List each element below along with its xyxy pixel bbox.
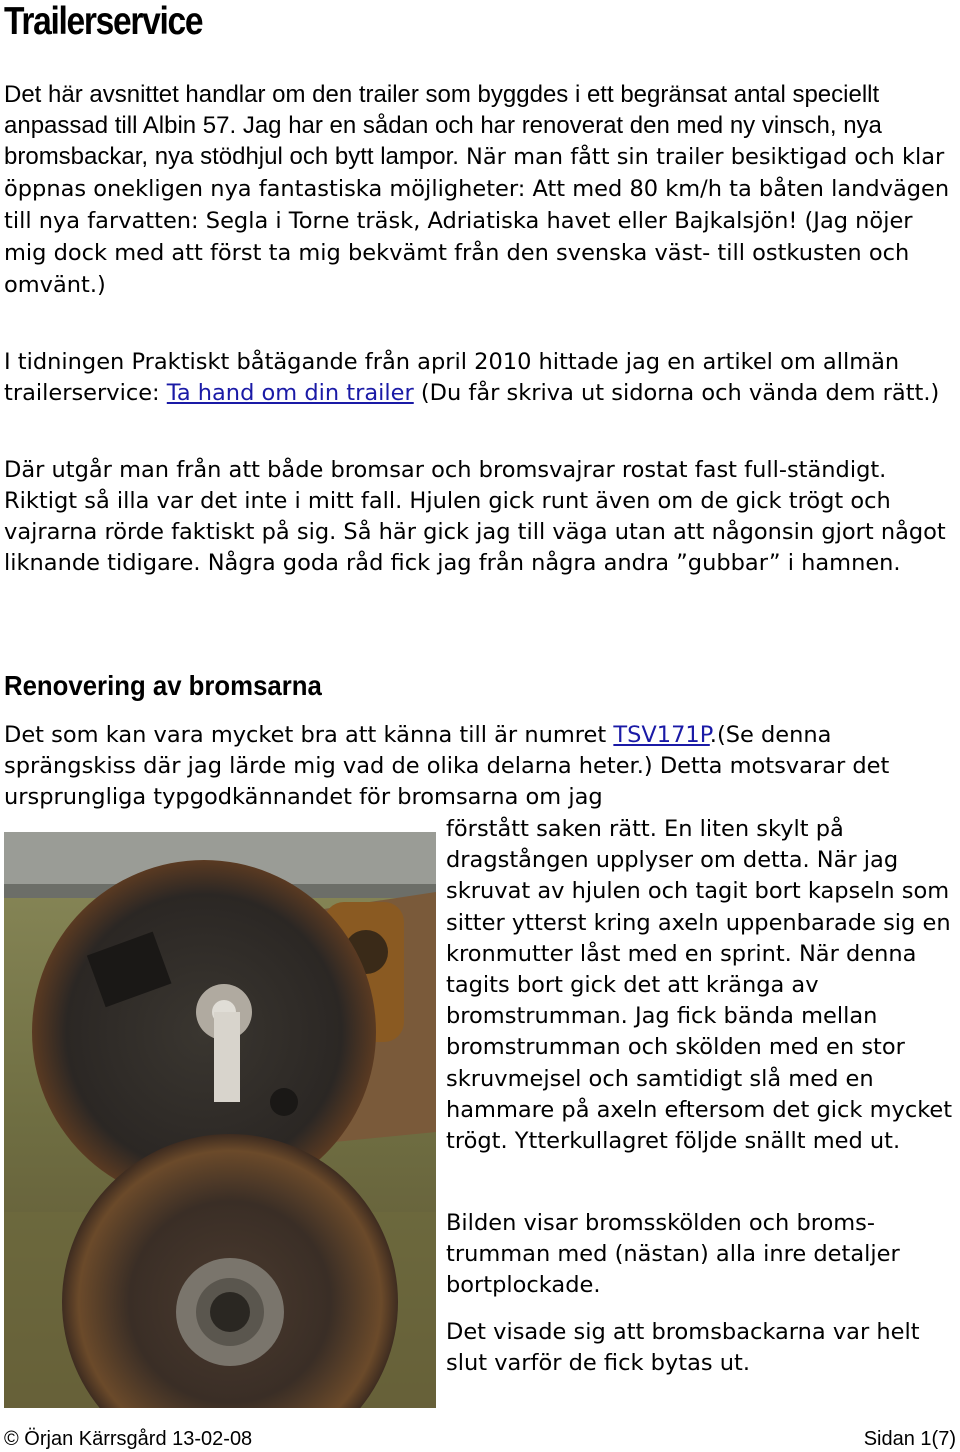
condition-paragraph: Där utgår man från att både bromsar och bromsvajrar rostat fast full-ständigt. Riktigt så illa var det inte i mitt fall. Hjulen gick runt även om de gick trögt och vajrarna rörde faktiskt på sig. Så här gick jag till väga utan att någonsin gjort något liknande tidigare. Några goda råd fick jag från några andra ”gubbar” i hamnen. bbox=[4, 457, 946, 576]
brakes-paragraph bbox=[4, 720, 956, 813]
photo-caption-paragraph: Bilden visar bromsskölden och broms-trumman med (nästan) alla inre detaljer bortplockade. bbox=[446, 1210, 900, 1299]
article-text-before: I tidningen Praktiskt båtägande från april 2010 hittade jag en artikel om allmän trailerservice: bbox=[4, 349, 900, 406]
article-link[interactable]: Ta hand om din trailer bbox=[166, 380, 414, 406]
intro-text-part2: När man fått sin trailer besiktigad och klar öppnas onekligen nya fantastiska möjligheter: Att med 80 km/h ta båten landvägen till nya farvatten: Segla i Torne träsk, Adriatiska havet eller Bajkalsjön! (Jag nöjer mig dock med att först ta mig bekvämt från den svenska väst- till ostkusten och omvänt.) bbox=[4, 144, 950, 298]
intro-text-part1: Det här avsnittet handlar om den trailer som byggdes i ett begränsat antal speciellt anpassad till Albin 57. Jag har en sådan och har renoverat den med ny vinsch, nya bromsbackar, nya stödhjul och bytt lampor. bbox=[4, 81, 882, 170]
brake-drum-photo bbox=[4, 832, 436, 1408]
brake-drum-photo-illustration bbox=[4, 832, 436, 1408]
footer-page-number: Sidan 1(7) bbox=[863, 1428, 956, 1450]
article-paragraph bbox=[4, 347, 956, 409]
page-title: Trailerservice bbox=[4, 0, 203, 43]
footer-copyright: © Örjan Kärrsgård 13-02-08 bbox=[4, 1428, 253, 1450]
intro-paragraph bbox=[4, 79, 956, 301]
article-text-after: (Du får skriva ut sidorna och vända dem rätt.) bbox=[413, 380, 940, 406]
brake-shoes-paragraph: Det visade sig att bromsbackarna var helt slut varför de fick bytas ut. bbox=[446, 1319, 920, 1377]
section-heading: Renovering av bromsarna bbox=[4, 670, 322, 701]
brakes-text-before: Det som kan vara mycket bra att känna till är numret bbox=[4, 722, 614, 748]
disassembly-paragraph: förstått saken rätt. En liten skylt på dragstången upplyser om detta. När jag skruvat av hjulen och tagit bort kapseln som sitter ytterst kring axeln uppenbarade sig en kronmutter låst med en sprint. När denna tagits bort gick det att kränga av bromstrumman. Jag fick bända mellan bromstrumman och skölden med en stor skruvmejsel och samtidigt slå med en hammare på axeln eftersom det gick mycket trögt. Ytterkullagret följde snällt med ut. bbox=[446, 816, 953, 1155]
tsv-link[interactable]: TSV171P bbox=[613, 722, 710, 748]
brakes-text-after: .(Se denna sprängskiss där jag lärde mig vad de olika delarna heter.) Detta motsvarar det ursprungliga typgodkännandet för bromsarna om jag bbox=[4, 722, 890, 810]
